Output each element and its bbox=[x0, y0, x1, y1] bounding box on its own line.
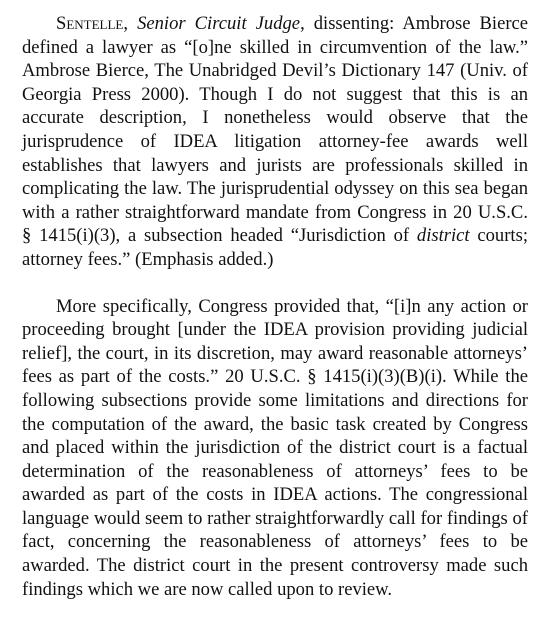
judge-name: Sentelle bbox=[56, 13, 124, 34]
dissent-paragraph-2 bbox=[22, 295, 528, 602]
emphasized-word: district bbox=[416, 225, 470, 247]
opinion-text bbox=[22, 12, 528, 601]
text-run: courts; attorney fees.” (Emphasis added.) bbox=[22, 225, 528, 270]
text-run: , dissenting: Ambrose Bierce defined a lawyer as “[o]ne skilled in circumvention of the law.” Ambrose Bierce, The Unabridged Devil’s Dictionary 147 (Univ. of Georgia Press 2000). Though I do not suggest that this is an accurate description, I nonetheless would observe that the jurisprudence of IDEA litigation attorney-fee awards well establishes that lawyers and jurists are professionals skilled in complicating the law. The jurisprudential odyssey on this sea began with a rather straightforward mandate from Congress in 20 U.S.C. § 1415(i)(3), a subsection headed “Jurisdiction of bbox=[22, 13, 529, 247]
dissent-paragraph-1 bbox=[22, 12, 528, 272]
text-run: , bbox=[123, 13, 138, 34]
judge-title: Senior Circuit Judge bbox=[137, 13, 301, 34]
text-run: More specifically, Congress provided that, “[i]n any action or proceeding brought [under the IDEA provision providing judicial relief], the court, in its discretion, may award reasonable attorneys’ fees as part of the costs.” 20 U.S.C. § 1415(i)(3)(B)(i). While the following subsections provide some limitations and directions for the computation of the award, the basic task created by Congress and placed within the jurisdiction of the district court is a factual determination of the reasonableness of attorneys’ fees to be awarded as part of the costs in IDEA actions. The congressional language would seem to rather straightforwardly call for findings of fact, concerning the reasonableness of attorneys’ fees to be awarded. The district court in the present controversy made such findings which we are now called upon to review. bbox=[22, 295, 528, 600]
